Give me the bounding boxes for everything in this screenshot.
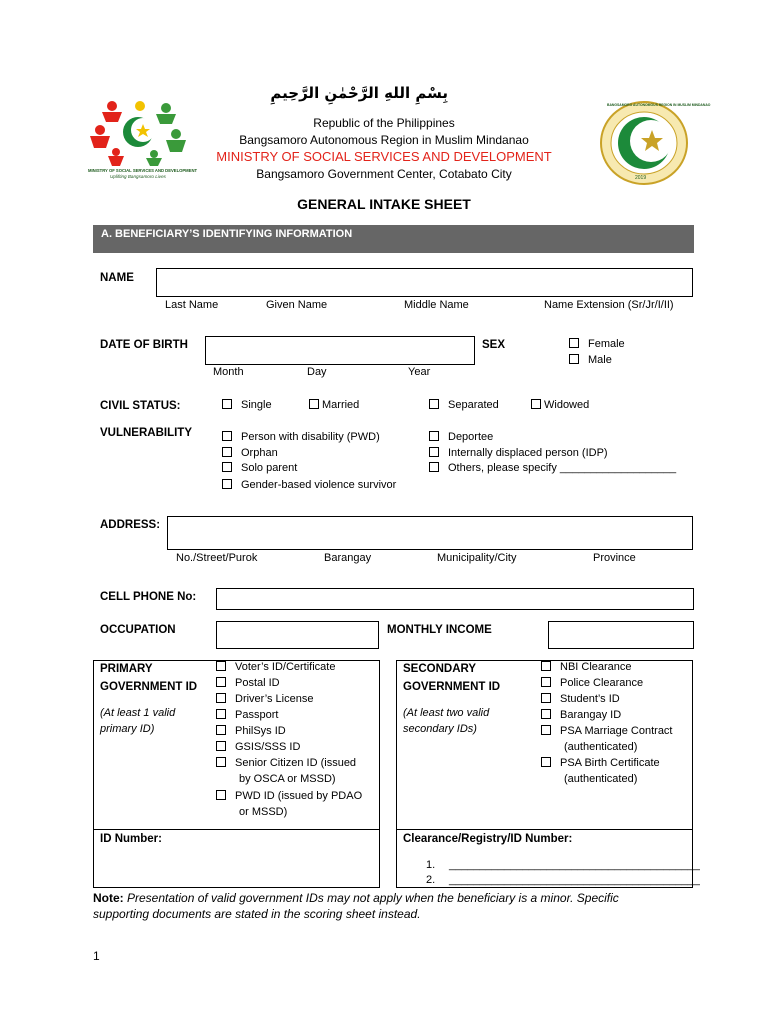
barangay-id-option[interactable]: [541, 709, 621, 721]
checkbox-icon[interactable]: [309, 399, 319, 409]
given-name-caption: Given Name: [266, 299, 328, 311]
clearance-number-label: Clearance/Registry/ID Number:: [403, 833, 573, 845]
civil-single-option[interactable]: [222, 399, 272, 411]
psa-marriage-contract-option[interactable]: [541, 725, 673, 737]
option-label: Others, please specify ___________________: [448, 462, 677, 474]
last-name-caption: Last Name: [165, 299, 219, 311]
name-extension-caption: Name Extension (Sr/Jr/I/II): [544, 299, 674, 311]
option-label: PSA Birth Certificate: [560, 757, 660, 769]
civil-married-option[interactable]: [309, 399, 359, 411]
option-label: Separated: [448, 399, 499, 411]
municipality-caption: Municipality/City: [437, 552, 517, 564]
option-label: Postal ID: [235, 677, 280, 689]
day-caption: Day: [307, 366, 327, 378]
checkbox-icon[interactable]: [216, 790, 226, 800]
street-caption: No./Street/Purok: [176, 552, 258, 564]
primary-id-title-1: PRIMARY: [100, 663, 153, 675]
clearance-line-2-number: 2.: [426, 874, 436, 886]
month-caption: Month: [213, 366, 244, 378]
note-label: Note:: [93, 891, 124, 905]
option-label: Widowed: [544, 399, 590, 411]
logo-left-text: MINISTRY OF SOCIAL SERVICES AND DEVELOPMENT: [88, 168, 198, 173]
checkbox-icon[interactable]: [222, 399, 232, 409]
philsys-id-option[interactable]: [216, 725, 286, 737]
option-label: Driver’s License: [235, 693, 314, 705]
secondary-id-title-2: GOVERNMENT ID: [403, 681, 501, 693]
checkbox-icon[interactable]: [222, 447, 232, 457]
civil-status-label: CIVIL STATUS:: [100, 400, 181, 412]
voters-id-option[interactable]: [216, 661, 335, 673]
nbi-clearance-option[interactable]: [541, 661, 632, 673]
option-label: GSIS/SSS ID: [235, 741, 301, 753]
option-label: PhilSys ID: [235, 725, 286, 737]
checkbox-icon[interactable]: [429, 462, 439, 472]
dob-input[interactable]: [205, 336, 475, 365]
civil-widowed-option[interactable]: [531, 399, 589, 411]
note-text-2: supporting documents are stated in the scoring sheet instead.: [93, 907, 421, 921]
primary-id-note-1: (At least 1 valid: [100, 707, 176, 719]
dob-label: DATE OF BIRTH: [100, 339, 188, 351]
option-label: NBI Clearance: [560, 661, 632, 673]
primary-id-title-2: GOVERNMENT ID: [100, 681, 198, 693]
secondary-id-title-1: SECONDARY: [403, 663, 477, 675]
clearance-line-1[interactable]: _________________________________________: [449, 859, 700, 871]
checkbox-icon[interactable]: [216, 757, 226, 767]
checkbox-icon[interactable]: [429, 431, 439, 441]
psa-marriage-contract-cont: (authenticated): [564, 741, 638, 753]
pwd-id-option[interactable]: [216, 790, 362, 802]
option-label: Orphan: [241, 447, 278, 459]
option-label: Student’s ID: [560, 693, 620, 705]
vuln-orphan-option[interactable]: [222, 447, 278, 459]
address-label: ADDRESS:: [100, 519, 161, 531]
checkbox-icon[interactable]: [541, 709, 551, 719]
students-id-option[interactable]: [541, 693, 620, 705]
secondary-id-note-1: (At least two valid: [403, 707, 490, 719]
option-label: Voter’s ID/Certificate: [235, 661, 336, 673]
cell-phone-input[interactable]: [216, 588, 694, 610]
vuln-deportee-option[interactable]: [429, 431, 493, 443]
sex-female-option[interactable]: [569, 338, 625, 350]
police-clearance-option[interactable]: [541, 677, 643, 689]
ministry-name: MINISTRY OF SOCIAL SERVICES AND DEVELOPMENT: [216, 149, 552, 164]
occupation-input[interactable]: [216, 621, 379, 649]
checkbox-icon[interactable]: [216, 677, 226, 687]
gsis-sss-id-option[interactable]: [216, 741, 300, 753]
name-label: NAME: [100, 272, 134, 284]
checkbox-icon[interactable]: [429, 399, 439, 409]
option-label: Deportee: [448, 431, 494, 443]
senior-citizen-id-option[interactable]: [216, 757, 356, 769]
note-paragraph: [93, 890, 693, 922]
province-caption: Province: [593, 552, 636, 564]
checkbox-icon[interactable]: [531, 399, 541, 409]
sex-male-option[interactable]: [569, 354, 612, 366]
checkbox-icon[interactable]: [569, 338, 579, 348]
clearance-line-1-number: 1.: [426, 859, 436, 871]
name-input[interactable]: [156, 268, 693, 297]
note-text-1: Presentation of valid government IDs may not apply when the beneficiary is a minor. Specific: [123, 891, 619, 905]
vuln-solo-parent-option[interactable]: [222, 462, 297, 474]
year-caption: Year: [408, 366, 431, 378]
vulnerability-label: VULNERABILITY: [100, 427, 192, 439]
option-label: Male: [588, 354, 612, 366]
id-number-label: ID Number:: [100, 833, 162, 845]
checkbox-icon[interactable]: [222, 479, 232, 489]
psa-birth-certificate-cont: (authenticated): [564, 773, 638, 785]
arabic-calligraphy: بِسْمِ اللهِ الرَّحْمٰنِ الرَّحِيمِ: [270, 84, 448, 102]
occupation-label: OCCUPATION: [100, 624, 176, 636]
checkbox-icon[interactable]: [216, 741, 226, 751]
checkbox-icon[interactable]: [541, 693, 551, 703]
pwd-id-cont: or MSSD): [239, 806, 288, 818]
postal-id-option[interactable]: [216, 677, 280, 689]
option-label: Police Clearance: [560, 677, 644, 689]
middle-name-caption: Middle Name: [404, 299, 469, 311]
seal-text: BANGSAMORO AUTONOMOUS REGION IN MUSLIM MINDANAO: [607, 103, 711, 107]
option-label: Married: [322, 399, 360, 411]
secondary-id-note-2: secondary IDs): [403, 723, 477, 735]
vuln-gbv-option[interactable]: [222, 479, 396, 491]
address-input[interactable]: [167, 516, 693, 550]
vuln-idp-option[interactable]: [429, 447, 608, 459]
header-line4: Bangsamoro Government Center, Cotabato City: [256, 167, 512, 181]
option-label: Senior Citizen ID (issued: [235, 757, 357, 769]
seal-year: 2019: [635, 175, 647, 181]
option-label: Gender-based violence survivor: [241, 479, 397, 491]
form-title: GENERAL INTAKE SHEET: [297, 196, 471, 212]
logo-left-tagline: Uplifting Bangsamoro Lives: [110, 174, 166, 179]
checkbox-icon[interactable]: [216, 661, 226, 671]
checkbox-icon[interactable]: [216, 693, 226, 703]
page-number: 1: [93, 949, 100, 963]
option-label: Barangay ID: [560, 709, 622, 721]
option-label: Single: [241, 399, 272, 411]
header-line1: Republic of the Philippines: [313, 116, 455, 130]
header-line2: Bangsamoro Autonomous Region in Muslim Mindanao: [239, 133, 529, 147]
civil-separated-option[interactable]: [429, 399, 499, 411]
right-seal: [599, 101, 711, 185]
checkbox-icon[interactable]: [222, 431, 232, 441]
checkbox-icon[interactable]: [429, 447, 439, 457]
checkbox-icon[interactable]: [216, 725, 226, 735]
checkbox-icon[interactable]: [541, 661, 551, 671]
option-label: PWD ID (issued by PDAO: [235, 790, 363, 802]
checkbox-icon[interactable]: [222, 462, 232, 472]
psa-birth-certificate-option[interactable]: [541, 757, 660, 769]
vuln-others-option[interactable]: [429, 462, 676, 474]
monthly-income-label: MONTHLY INCOME: [387, 624, 492, 636]
option-label: Passport: [235, 709, 279, 721]
passport-option[interactable]: [216, 709, 278, 721]
option-label: Solo parent: [241, 462, 298, 474]
option-label: Female: [588, 338, 625, 350]
option-label: Person with disability (PWD): [241, 431, 380, 443]
section-a-title: A. BENEFICIARY’S IDENTIFYING INFORMATION: [101, 228, 353, 240]
primary-id-note-2: primary ID): [100, 723, 155, 735]
cell-phone-label: CELL PHONE No:: [100, 591, 197, 603]
section-a-bar: [93, 225, 694, 253]
checkbox-icon[interactable]: [569, 354, 579, 364]
option-label: Internally displaced person (IDP): [448, 447, 608, 459]
checkbox-icon[interactable]: [216, 709, 226, 719]
clearance-line-2[interactable]: _________________________________________: [449, 874, 700, 886]
checkbox-icon[interactable]: [541, 725, 551, 735]
vuln-pwd-option[interactable]: [222, 431, 380, 443]
checkbox-icon[interactable]: [541, 757, 551, 767]
senior-citizen-id-cont: by OSCA or MSSD): [239, 773, 336, 785]
checkbox-icon[interactable]: [541, 677, 551, 687]
barangay-caption: Barangay: [324, 552, 372, 564]
drivers-license-option[interactable]: [216, 693, 313, 705]
option-label: PSA Marriage Contract: [560, 725, 673, 737]
bangsamoro-seal-icon: [599, 101, 711, 185]
sex-label: SEX: [482, 339, 506, 351]
monthly-income-input[interactable]: [548, 621, 694, 649]
